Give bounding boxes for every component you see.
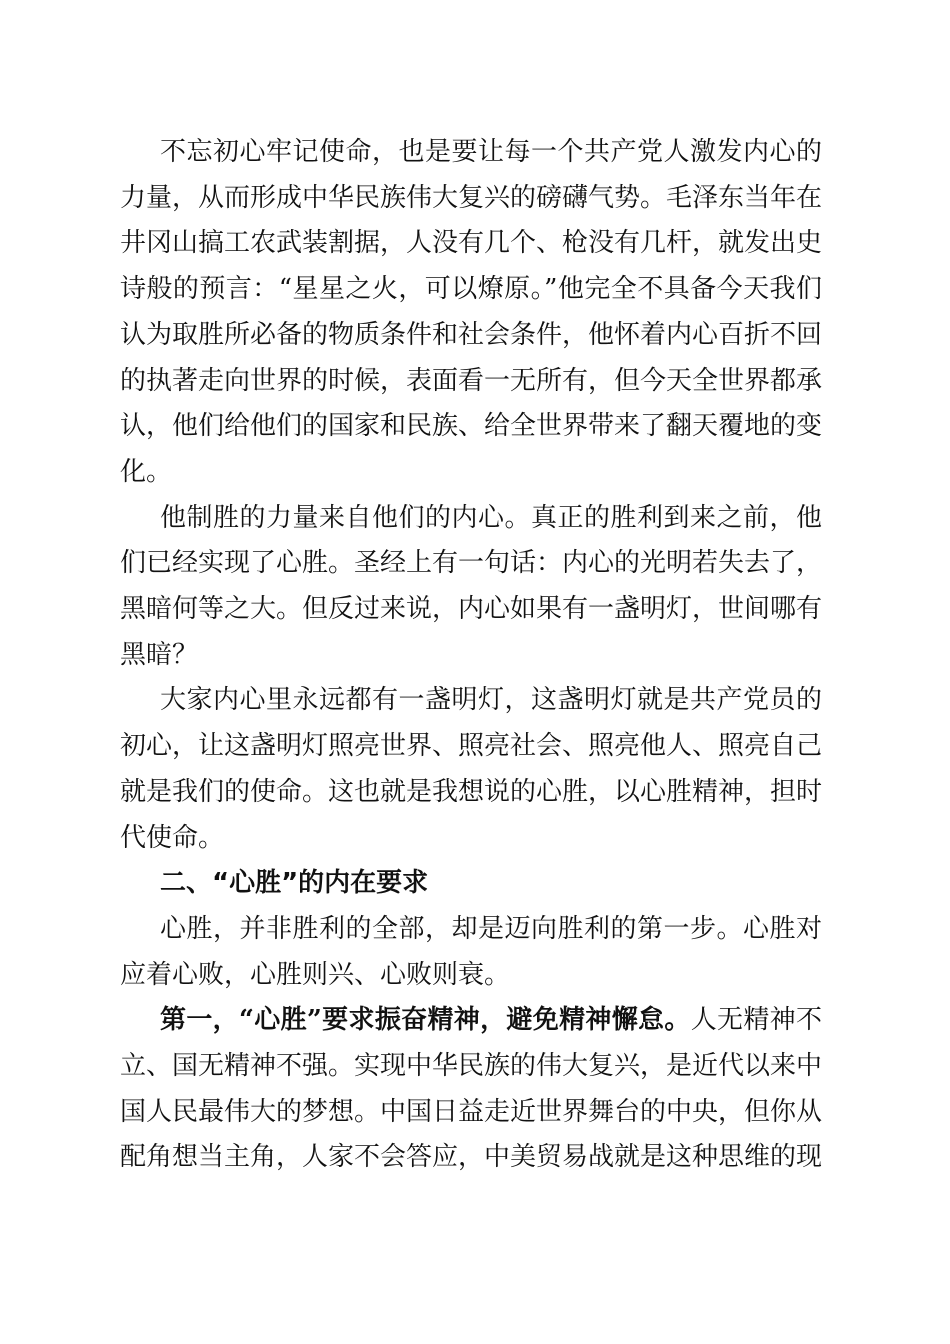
paragraph-point-one [120, 998, 822, 1181]
paragraph-inner-strength: 他制胜的力量来自他们的内心。真正的胜利到来之前，他们已经实现了心胜。圣经上有一句话：内心的光明若失去了，黑暗何等之大。但反过来说，内心如果有一盏明灯，世间哪有黑暗？ [120, 502, 823, 670]
section-heading: 二、“心胜”的内在要求 [160, 868, 429, 899]
paragraph-original-aspiration: 不忘初心牢记使命，也是要让每一个共产党人激发内心的力量，从而形成中华民族伟大复兴的磅礴气势。毛泽东当年在井冈山搞工农武装割据，人没有几个、枪没有几杆，就发出史诗般的预言：“星星之火，可以燎原。”他完全不具备今天我们认为取胜所必备的物质条件和社会条件，他怀着内心百折不回的执著走向世界的时候，表面看一无所有，但今天全世界都承认，他们给他们的国家和民族、给全世界带来了翻天覆地的变化。 [120, 137, 823, 487]
paragraph-intro: 心胜，并非胜利的全部，却是迈向胜利的第一步。心胜对应着心败，心胜则兴、心败则衰。 [120, 913, 822, 990]
paragraph-inner-lamp: 大家内心里永远都有一盏明灯，这盏明灯就是共产党员的初心，让这盏明灯照亮世界、照亮社会、照亮他人、照亮自己就是我们的使命。这也就是我想说的心胜，以心胜精神，担时代使命。 [120, 685, 823, 853]
point-one-lead: 第一，“心胜”要求振奋精神，避免精神懈怠。 [160, 1005, 691, 1036]
document-page [120, 130, 822, 1181]
point-one-text: 人无精神不立、国无精神不强。实现中华民族的伟大复兴，是近代以来中国人民最伟大的梦想。中国日益走近世界舞台的中央，但你从配角想当主角，人家不会答应，中美贸易战就是这种思维的现 [120, 1005, 823, 1173]
